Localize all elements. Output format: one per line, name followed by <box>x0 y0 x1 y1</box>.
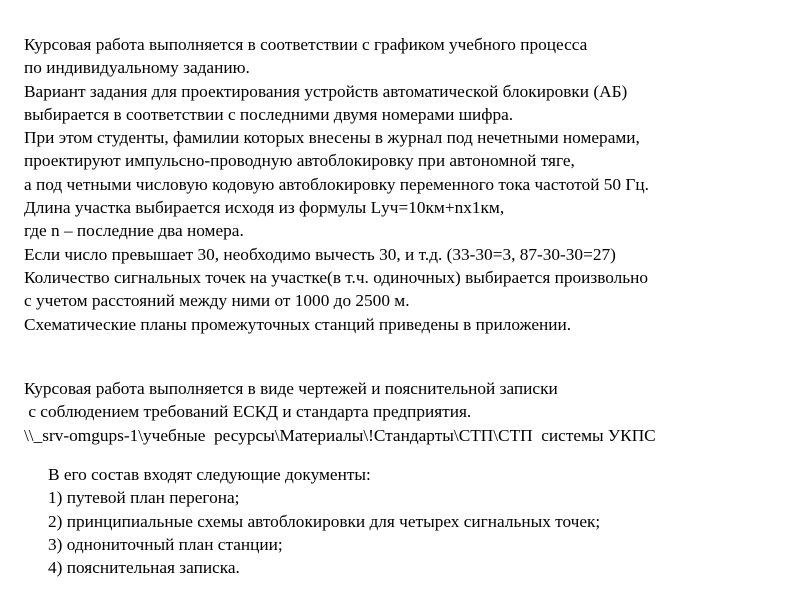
assignment-text-block <box>24 33 649 336</box>
format-requirements-block <box>24 377 656 447</box>
text-line: а под четными числовую кодовую автоблокировку переменного тока частотой 50 Гц. <box>24 174 649 194</box>
text-line: Длина участка выбирается исходя из формулы Lуч=10км+nх1км, <box>24 198 505 218</box>
text-line: Курсовая работа выполняется в соответствии с графиком учебного процесса <box>24 35 588 54</box>
text-line: с учетом расстояний между ними от 1000 до 2500 м. <box>24 291 410 311</box>
text-line: Вариант задания для проектирования устройств автоматической блокировки (АБ) <box>24 81 628 101</box>
text-line: Курсовая работа выполняется в виде чертежей и пояснительной записки <box>24 379 558 398</box>
list-item: 2) принципиальные схемы автоблокировки для четырех сигнальных точек; <box>48 511 601 531</box>
text-line: выбирается в соответствии с последними двумя номерами шифра. <box>24 104 514 124</box>
text-line: где n – последние два номера. <box>24 221 244 241</box>
network-path: \\_srv-omgups-1\учебные ресурсы\Материалы\!Стандарты\СТП\СТП системы УКПС <box>24 425 656 445</box>
text-line: Если число превышает 30, необходимо вычесть 30, и т.д. (33-30=3, 87-30-30=27) <box>24 244 616 264</box>
text-line: по индивидуальному заданию. <box>24 58 250 78</box>
list-item: 1) путевой план перегона; <box>48 488 240 508</box>
text-line: Схематические планы промежуточных станций приведены в приложении. <box>24 314 572 334</box>
text-line: с соблюдением требований ЕСКД и стандарта предприятия. <box>24 402 472 422</box>
text-line: Количество сигнальных точек на участке(в т.ч. одиночных) выбирается произвольно <box>24 267 649 287</box>
documents-list-block <box>48 463 600 579</box>
text-line: При этом студенты, фамилии которых внесены в журнал под нечетными номерами, <box>24 128 640 148</box>
list-item: 4) пояснительная записка. <box>48 558 240 578</box>
list-item: 3) однониточный план станции; <box>48 534 283 554</box>
text-line: проектируют импульсно-проводную автоблокировку при автономной тяге, <box>24 151 575 171</box>
list-heading: В его состав входят следующие документы: <box>48 465 371 484</box>
